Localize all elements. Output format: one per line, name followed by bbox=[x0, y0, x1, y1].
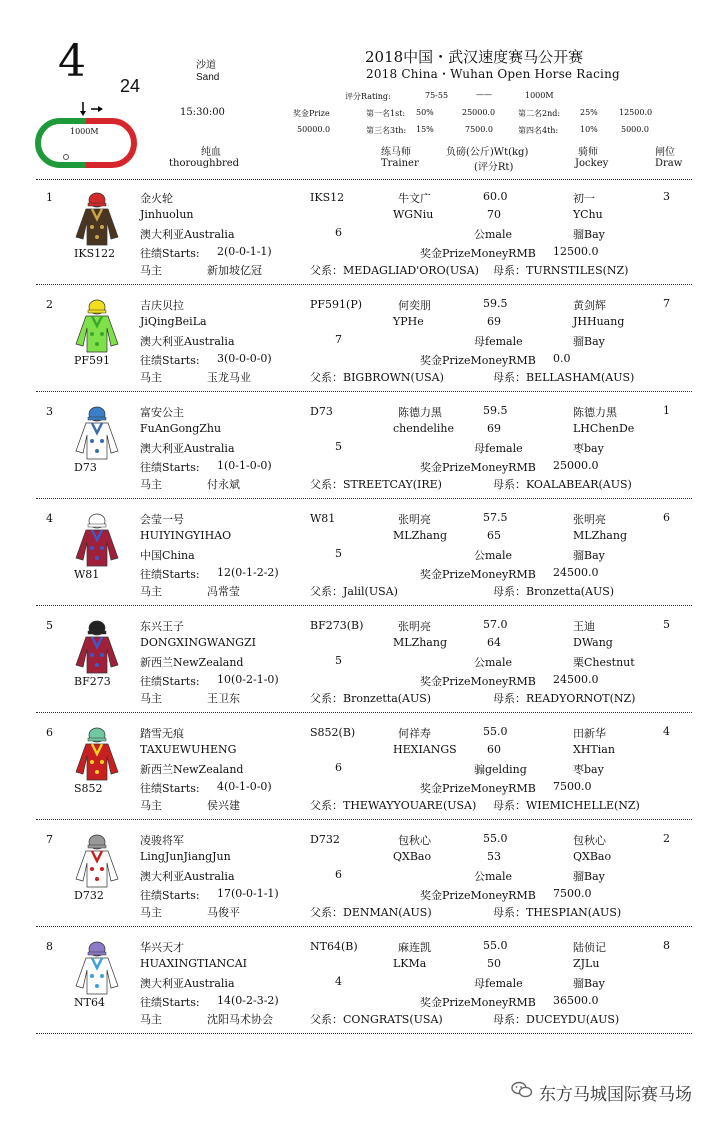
dam: 母系：Bronzetta(AUS) bbox=[493, 585, 615, 598]
horse-code: D732 bbox=[310, 833, 340, 846]
owner: 付永斌 bbox=[207, 478, 240, 491]
horse-name-cn: 富安公主 bbox=[140, 406, 184, 419]
horse-name-en: LingJunJiangJun bbox=[140, 850, 231, 863]
horse-country: 中国China bbox=[140, 549, 195, 562]
fourth-label: 第四名4th: bbox=[518, 126, 559, 135]
horse-name-cn: 踏雪无痕 bbox=[140, 727, 184, 740]
trainer-en: MLZhang bbox=[393, 636, 447, 649]
first-label: 第一名1st: bbox=[366, 109, 406, 118]
owner-label: 马主 bbox=[140, 585, 162, 598]
first-pct: 50% bbox=[416, 108, 434, 117]
horse-color: 枣bay bbox=[573, 763, 604, 776]
row-divider bbox=[36, 605, 692, 606]
silk-code: IKS122 bbox=[74, 247, 116, 260]
starts-record: 10(0-2-1-0) bbox=[217, 673, 279, 686]
horse-code: BF273(B) bbox=[310, 619, 364, 632]
horse-rating: 4 bbox=[335, 975, 342, 988]
owner: 沈阳马术协会 bbox=[207, 1013, 273, 1026]
fourth-amount: 5000.0 bbox=[621, 125, 649, 134]
starts-label: 往绩Starts: bbox=[140, 568, 200, 581]
horse-country: 澳大利亚Australia bbox=[140, 870, 235, 883]
brand-name: 东方马城国际赛马场 bbox=[539, 1085, 692, 1105]
prize-money: 12500.0 bbox=[553, 245, 599, 258]
starts-record: 1(0-1-0-0) bbox=[217, 459, 272, 472]
starts-record: 14(0-2-3-2) bbox=[217, 994, 279, 1007]
silk-code: PF591 bbox=[74, 354, 111, 367]
dam: 母系：DUCEYDU(AUS) bbox=[493, 1013, 620, 1026]
prize-label: 奖金Prize bbox=[293, 109, 330, 118]
trainer-en: HEXIANGS bbox=[393, 743, 457, 756]
horse-sex: 母female bbox=[474, 977, 523, 990]
horse-name-en: FuAnGongZhu bbox=[140, 422, 222, 435]
starts-record: 4(0-1-0-0) bbox=[217, 780, 272, 793]
col-weight-en: (评分Rt) bbox=[474, 162, 514, 173]
prize-money-label: 奖金PrizeMoneyRMB bbox=[420, 782, 536, 795]
horse-country: 澳大利亚Australia bbox=[140, 442, 235, 455]
owner: 玉龙马业 bbox=[207, 371, 251, 384]
jockey-silk-icon bbox=[74, 833, 120, 893]
weight: 55.0 bbox=[483, 832, 508, 845]
track-distance: 1000M bbox=[70, 127, 99, 136]
prize-money-label: 奖金PrizeMoneyRMB bbox=[420, 889, 536, 902]
row-divider bbox=[36, 391, 692, 392]
trainer-cn: 张明亮 bbox=[398, 513, 431, 526]
prize-money-label: 奖金PrizeMoneyRMB bbox=[420, 247, 536, 260]
row-divider bbox=[36, 284, 692, 285]
race-title-en: 2018 China・Wuhan Open Horse Racing bbox=[366, 67, 620, 81]
prize-money: 24500.0 bbox=[553, 673, 599, 686]
horse-number: 2 bbox=[46, 298, 53, 311]
starts-label: 往绩Starts: bbox=[140, 354, 200, 367]
wechat-icon bbox=[511, 1081, 533, 1104]
draw: 2 bbox=[663, 832, 670, 845]
third-amount: 7500.0 bbox=[465, 125, 493, 134]
jockey-cn: 初一 bbox=[573, 192, 595, 205]
horse-code: W81 bbox=[310, 512, 336, 525]
starts-label: 往绩Starts: bbox=[140, 675, 200, 688]
starts-label: 往绩Starts: bbox=[140, 782, 200, 795]
weight: 59.5 bbox=[483, 297, 508, 310]
sire: 父系：BIGBROWN(USA) bbox=[310, 371, 444, 384]
col-weight-cn: 负磅(公斤)Wt(kg) bbox=[446, 147, 529, 158]
prize-money: 25000.0 bbox=[553, 459, 599, 472]
col-jockey-cn: 骑师 bbox=[578, 147, 598, 158]
jockey-en: XHTian bbox=[573, 743, 615, 756]
third-label: 第三名3th: bbox=[366, 126, 407, 135]
trainer-en: MLZhang bbox=[393, 529, 447, 542]
horse-country: 澳大利亚Australia bbox=[140, 335, 235, 348]
race-code: 24 bbox=[120, 76, 141, 96]
horse-number: 4 bbox=[46, 512, 53, 525]
starts-label: 往绩Starts: bbox=[140, 889, 200, 902]
jockey-silk-icon bbox=[74, 512, 120, 572]
weight: 55.0 bbox=[483, 725, 508, 738]
horse-code: NT64(B) bbox=[310, 940, 358, 953]
owner: 冯常莹 bbox=[207, 585, 240, 598]
horse-country: 新西兰NewZealand bbox=[140, 656, 244, 669]
horse-name-en: TAXUEWUHENG bbox=[140, 743, 237, 756]
sire: 父系：Jalil(USA) bbox=[310, 585, 398, 598]
footer-brand bbox=[511, 1080, 692, 1105]
horse-name-cn: 会莹一号 bbox=[140, 513, 184, 526]
row-divider bbox=[36, 712, 692, 713]
horse-name-cn: 华兴天才 bbox=[140, 941, 184, 954]
owner-label: 马主 bbox=[140, 906, 162, 919]
horse-number: 5 bbox=[46, 619, 53, 632]
horse-name-en: Jinhuolun bbox=[140, 208, 194, 221]
rating-value: 75-55 bbox=[425, 91, 449, 100]
starts-label: 往绩Starts: bbox=[140, 247, 200, 260]
silk-code: BF273 bbox=[74, 675, 111, 688]
owner-label: 马主 bbox=[140, 1013, 162, 1026]
horse-number: 7 bbox=[46, 833, 53, 846]
horse-country: 澳大利亚Australia bbox=[140, 977, 235, 990]
horse-sex: 母female bbox=[474, 442, 523, 455]
horse-name-en: HUAXINGTIANCAI bbox=[140, 957, 248, 970]
silk-code: NT64 bbox=[74, 996, 105, 1009]
race-distance: 1000M bbox=[525, 91, 554, 100]
trainer-en: WGNiu bbox=[393, 208, 434, 221]
horse-rating: 6 bbox=[335, 761, 342, 774]
jockey-silk-icon bbox=[74, 726, 120, 786]
dam: 母系：KOALABEAR(AUS) bbox=[493, 478, 632, 491]
horse-sex: 公male bbox=[474, 656, 513, 669]
trainer-cn: 陈德力黑 bbox=[398, 406, 442, 419]
dam: 母系：BELLASHAM(AUS) bbox=[493, 371, 635, 384]
horse-rating: 5 bbox=[335, 440, 342, 453]
weight: 59.5 bbox=[483, 404, 508, 417]
prize-money: 24500.0 bbox=[553, 566, 599, 579]
rating-rt: 69 bbox=[487, 315, 501, 328]
horse-name-cn: 凌骏将军 bbox=[140, 834, 184, 847]
rating-rt: 70 bbox=[487, 208, 501, 221]
race-number: 4 bbox=[58, 36, 86, 87]
trainer-cn: 牛文广 bbox=[398, 192, 431, 205]
owner-label: 马主 bbox=[140, 799, 162, 812]
prize-money: 7500.0 bbox=[553, 780, 592, 793]
row-divider bbox=[36, 1033, 692, 1034]
horse-number: 8 bbox=[46, 940, 53, 953]
dam: 母系：THESPIAN(AUS) bbox=[493, 906, 622, 919]
horse-sex: 公male bbox=[474, 549, 513, 562]
starts-label: 往绩Starts: bbox=[140, 461, 200, 474]
draw: 4 bbox=[663, 725, 670, 738]
silk-code: D732 bbox=[74, 889, 104, 902]
trainer-en: YPHe bbox=[393, 315, 424, 328]
prize-money-label: 奖金PrizeMoneyRMB bbox=[420, 675, 536, 688]
prize-money: 7500.0 bbox=[553, 887, 592, 900]
jockey-cn: 张明亮 bbox=[573, 513, 606, 526]
silk-code: W81 bbox=[74, 568, 100, 581]
horse-code: S852(B) bbox=[310, 726, 356, 739]
rating-dash: —— bbox=[476, 90, 492, 99]
sire: 父系：DENMAN(AUS) bbox=[310, 906, 432, 919]
sire: 父系：Bronzetta(AUS) bbox=[310, 692, 432, 705]
jockey-silk-icon bbox=[74, 191, 120, 251]
row-divider bbox=[36, 498, 692, 499]
rating-rt: 65 bbox=[487, 529, 501, 542]
horse-color: 骝Bay bbox=[573, 870, 605, 883]
rating-rt: 60 bbox=[487, 743, 501, 756]
silk-code: D73 bbox=[74, 461, 97, 474]
second-label: 第二名2nd: bbox=[518, 109, 561, 118]
prize-money: 36500.0 bbox=[553, 994, 599, 1007]
track-diagram bbox=[34, 117, 138, 173]
jockey-cn: 陈德力黑 bbox=[573, 406, 617, 419]
horse-color: 骝Bay bbox=[573, 335, 605, 348]
starts-label: 往绩Starts: bbox=[140, 996, 200, 1009]
rating-rt: 69 bbox=[487, 422, 501, 435]
race-title-cn: 2018中国・武汉速度赛马公开赛 bbox=[365, 48, 584, 66]
trainer-cn: 包秋心 bbox=[398, 834, 431, 847]
sire: 父系：MEDAGLIAD'ORO(USA) bbox=[310, 264, 479, 277]
draw: 7 bbox=[663, 297, 670, 310]
trainer-en: LKMa bbox=[393, 957, 427, 970]
dam: 母系：READYORNOT(NZ) bbox=[493, 692, 636, 705]
horse-color: 骝Bay bbox=[573, 977, 605, 990]
horse-color: 骝Bay bbox=[573, 228, 605, 241]
jockey-en: QXBao bbox=[573, 850, 612, 863]
prize-money-label: 奖金PrizeMoneyRMB bbox=[420, 354, 536, 367]
draw: 6 bbox=[663, 511, 670, 524]
horse-rating: 7 bbox=[335, 333, 342, 346]
horse-code: PF591(P) bbox=[310, 298, 363, 311]
rating-rt: 64 bbox=[487, 636, 501, 649]
jockey-silk-icon bbox=[74, 940, 120, 1000]
horse-rating: 6 bbox=[335, 226, 342, 239]
jockey-en: MLZhang bbox=[573, 529, 627, 542]
horse-rating: 5 bbox=[335, 547, 342, 560]
trainer-cn: 麻连凯 bbox=[398, 941, 431, 954]
horse-color: 枣bay bbox=[573, 442, 604, 455]
sire: 父系：STREETCAY(IRE) bbox=[310, 478, 442, 491]
draw: 5 bbox=[663, 618, 670, 631]
trainer-cn: 张明亮 bbox=[398, 620, 431, 633]
starts-record: 17(0-0-1-1) bbox=[217, 887, 279, 900]
horse-name-cn: 东兴王子 bbox=[140, 620, 184, 633]
horse-number: 6 bbox=[46, 726, 53, 739]
horse-name-cn: 金火轮 bbox=[140, 192, 173, 205]
col-trainer-cn: 练马师 bbox=[381, 147, 411, 158]
trainer-cn: 何祥寿 bbox=[398, 727, 431, 740]
owner: 新加坡亿冠 bbox=[207, 264, 262, 277]
second-pct: 25% bbox=[580, 108, 598, 117]
starts-record: 12(0-1-2-2) bbox=[217, 566, 279, 579]
owner: 马俊平 bbox=[207, 906, 240, 919]
horse-number: 3 bbox=[46, 405, 53, 418]
horse-name-en: HUIYINGYIHAO bbox=[140, 529, 232, 542]
dam: 母系：TURNSTILES(NZ) bbox=[493, 264, 629, 277]
starts-record: 2(0-0-1-1) bbox=[217, 245, 272, 258]
horse-name-cn: 吉庆贝拉 bbox=[140, 299, 184, 312]
row-divider bbox=[36, 819, 692, 820]
owner-label: 马主 bbox=[140, 692, 162, 705]
first-amount: 25000.0 bbox=[462, 108, 496, 117]
prize-money-label: 奖金PrizeMoneyRMB bbox=[420, 568, 536, 581]
horse-code: D73 bbox=[310, 405, 333, 418]
breed-cn: 纯血 bbox=[201, 147, 221, 158]
owner-label: 马主 bbox=[140, 264, 162, 277]
weight: 57.5 bbox=[483, 511, 508, 524]
jockey-cn: 王迪 bbox=[573, 620, 595, 633]
jockey-silk-icon bbox=[74, 405, 120, 465]
col-jockey-en: Jockey bbox=[575, 158, 609, 169]
weight: 60.0 bbox=[483, 190, 508, 203]
jockey-silk-icon bbox=[74, 298, 120, 358]
horse-color: 栗Chestnut bbox=[573, 656, 635, 669]
jockey-en: ZJLu bbox=[573, 957, 600, 970]
jockey-cn: 包秋心 bbox=[573, 834, 606, 847]
breed-en: thoroughbred bbox=[169, 158, 240, 169]
horse-rating: 6 bbox=[335, 868, 342, 881]
horse-color: 骝Bay bbox=[573, 549, 605, 562]
sire: 父系：CONGRATS(USA) bbox=[310, 1013, 443, 1026]
rating-rt: 53 bbox=[487, 850, 501, 863]
trainer-en: QXBao bbox=[393, 850, 432, 863]
horse-name-en: JiQingBeiLa bbox=[140, 315, 207, 328]
horse-name-en: DONGXINGWANGZI bbox=[140, 636, 256, 649]
prize-money: 0.0 bbox=[553, 352, 571, 365]
weight: 57.0 bbox=[483, 618, 508, 631]
draw: 1 bbox=[663, 404, 670, 417]
race-time: 15:30:00 bbox=[180, 107, 225, 118]
prize-money-label: 奖金PrizeMoneyRMB bbox=[420, 461, 536, 474]
horse-sex: 公male bbox=[474, 228, 513, 241]
draw: 3 bbox=[663, 190, 670, 203]
second-amount: 12500.0 bbox=[619, 108, 653, 117]
trainer-en: chendelihe bbox=[393, 422, 455, 435]
jockey-cn: 黄剑辉 bbox=[573, 299, 606, 312]
jockey-en: JHHuang bbox=[573, 315, 625, 328]
prize-money-label: 奖金PrizeMoneyRMB bbox=[420, 996, 536, 1009]
trainer-cn: 何奕朋 bbox=[398, 299, 431, 312]
jockey-en: DWang bbox=[573, 636, 613, 649]
horse-code: IKS12 bbox=[310, 191, 345, 204]
prize-total: 50000.0 bbox=[297, 125, 331, 134]
jockey-silk-icon bbox=[74, 619, 120, 679]
surface-cn: 沙道 bbox=[196, 60, 216, 71]
rating-label: 评分Rating: bbox=[345, 92, 391, 101]
owner: 侯兴建 bbox=[207, 799, 240, 812]
horse-sex: 骟gelding bbox=[474, 763, 527, 776]
silk-code: S852 bbox=[74, 782, 103, 795]
jockey-en: LHChenDe bbox=[573, 422, 635, 435]
rating-rt: 50 bbox=[487, 957, 501, 970]
owner-label: 马主 bbox=[140, 371, 162, 384]
header-divider bbox=[36, 179, 692, 180]
draw: 8 bbox=[663, 939, 670, 952]
col-draw-cn: 闸位 bbox=[655, 147, 675, 158]
horse-sex: 公male bbox=[474, 870, 513, 883]
starts-record: 3(0-0-0-0) bbox=[217, 352, 272, 365]
owner-label: 马主 bbox=[140, 478, 162, 491]
jockey-cn: 陆侦记 bbox=[573, 941, 606, 954]
third-pct: 15% bbox=[416, 125, 434, 134]
jockey-en: YChu bbox=[573, 208, 603, 221]
jockey-cn: 田新华 bbox=[573, 727, 606, 740]
col-draw-en: Draw bbox=[655, 158, 683, 169]
row-divider bbox=[36, 926, 692, 927]
weight: 55.0 bbox=[483, 939, 508, 952]
fourth-pct: 10% bbox=[580, 125, 598, 134]
horse-number: 1 bbox=[46, 191, 53, 204]
horse-country: 澳大利亚Australia bbox=[140, 228, 235, 241]
owner: 王卫东 bbox=[207, 692, 240, 705]
dam: 母系：WIEMICHELLE(NZ) bbox=[493, 799, 640, 812]
horse-rating: 5 bbox=[335, 654, 342, 667]
surface-en: Sand bbox=[196, 72, 220, 83]
col-trainer-en: Trainer bbox=[381, 158, 419, 169]
sire: 父系：THEWAYYOUARE(USA) bbox=[310, 799, 477, 812]
horse-sex: 母female bbox=[474, 335, 523, 348]
horse-country: 新西兰NewZealand bbox=[140, 763, 244, 776]
